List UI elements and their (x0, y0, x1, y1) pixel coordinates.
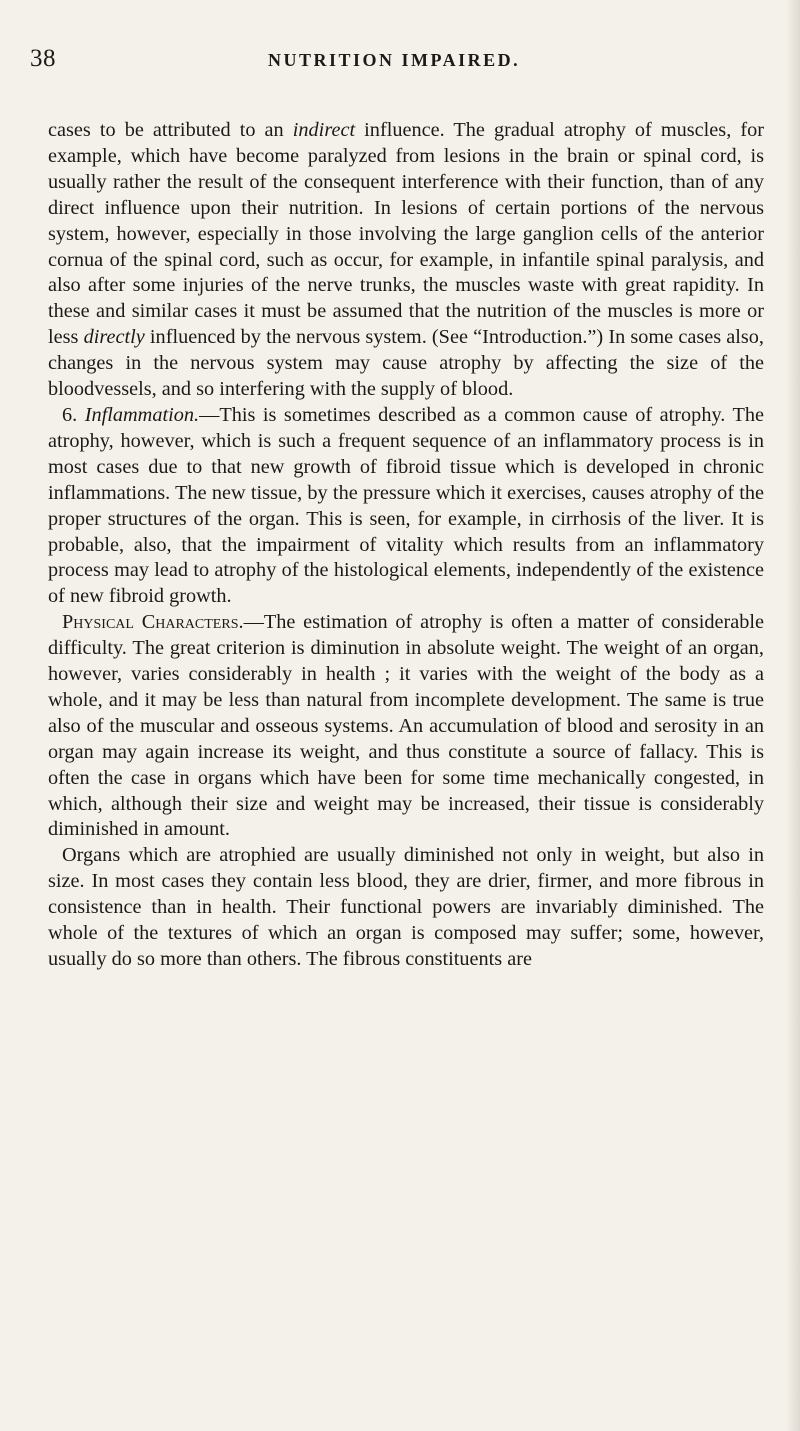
section-heading-physical-characters: Physical Characters. (62, 611, 244, 634)
text-segment: Organs which are atrophied are usually diminished not only in weight, but also in size. In most cases they contain less blood, they are drier, firmer, and more fibrous in consistence than in health. Their functional powers are invariably diminished. The whole of the textures of which an organ is composed may suffer; some, however, usually do so more than others. The fibrous constituents are (48, 844, 764, 970)
page-number: 38 (30, 45, 56, 72)
text-segment: influence. The gradual atrophy of muscles, for example, which have become paralyzed from lesions in the brain or spinal cord, is usually rather the result of the consequent interference with their function, than of any direct influence upon their nutrition. In lesions of certain portions of the nervous system, however, especially in those involving the large ganglion cells of the anterior cornua of the spinal cord, such as occur, for example, in infantile spinal paralysis, and also after some injuries of the nerve trunks, the muscles waste with great rapidity. In these and similar cases it must be assumed that the nutrition of the muscles is more or less (48, 119, 764, 349)
section-heading-inflammation: Inflammation. (84, 403, 200, 426)
text-segment: cases to be attributed to an (48, 119, 293, 141)
body-text (48, 118, 764, 973)
emphasis-indirect: indirect (292, 119, 356, 141)
paragraph-organs (48, 843, 764, 973)
emphasis-directly: directly (83, 326, 145, 349)
section-number: 6. (62, 403, 85, 426)
running-title: NUTRITION IMPAIRED. (268, 50, 521, 70)
paragraph-inflammation (48, 403, 764, 610)
paragraph-physical-characters (48, 610, 764, 843)
paragraph-continuation (48, 118, 764, 403)
text-segment: —The estimation of atrophy is often a matter of considerable difficulty. The great criterion is diminution in absolute weight. The weight of an organ, however, varies considerably in health ; it varies with the weight of the body as a whole, and it may be less than natural from incomplete development. The same is true also of the muscular and osseous systems. An accumulation of blood and serosity in an organ may again increase its weight, and thus constitute a source of fallacy. This is often the case in organs which have been for some time mechanically congested, in which, although their size and weight may be increased, their tissue is considerably diminished in amount. (48, 611, 765, 841)
page-edge-shadow (786, 0, 800, 1431)
text-segment: —This is sometimes described as a common cause of atrophy. The atrophy, however, which is such a frequent sequence of an inflammatory process is in most cases due to that new growth of fibroid tissue which is developed in chronic inflammations. The new tissue, by the pressure which it exercises, causes atrophy of the proper structures of the organ. This is seen, for example, in cirrhosis of the liver. It is probable, also, that the impairment of vitality which results from an inflammatory process may lead to atrophy of the histological elements, independently of the existence of new fibroid growth. (48, 403, 765, 608)
running-head (30, 45, 800, 75)
text-segment: influenced by the nervous system. (See “Introduction.”) In some cases also, changes in the nervous system may cause atrophy by affecting the size of the bloodvessels, and so interfering with the supply of blood. (48, 326, 764, 401)
